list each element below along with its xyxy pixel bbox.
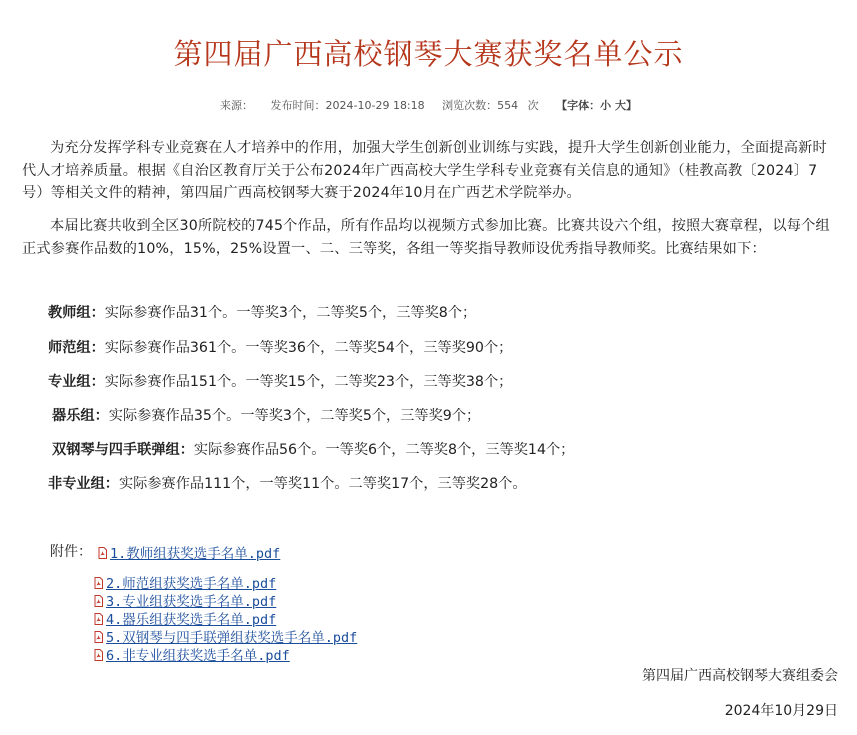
attachment-link[interactable]: 3.专业组获奖选手名单.pdf bbox=[106, 594, 277, 610]
views-unit: 次 bbox=[527, 99, 539, 112]
group-result bbox=[48, 302, 476, 322]
font-small-button[interactable]: 小 bbox=[600, 99, 612, 112]
attachment-link[interactable]: 6.非专业组获奖选手名单.pdf bbox=[106, 648, 290, 664]
attachment-link[interactable]: 4.器乐组获奖选手名单.pdf bbox=[106, 612, 277, 628]
published-label: 发布时间： bbox=[270, 99, 326, 112]
source-label: 来源： bbox=[220, 99, 254, 112]
attachment-link[interactable]: 5.双钢琴与四手联弹组获奖选手名单.pdf bbox=[106, 630, 358, 646]
group-text: 实际参赛作品111个，一等奖11个。二等奖17个，三等奖28个。 bbox=[118, 476, 527, 492]
group-text: 实际参赛作品56个。一等奖6个，二等奖8个，三等奖14个； bbox=[193, 442, 575, 458]
views-value: 554 bbox=[497, 99, 519, 112]
pdf-icon bbox=[94, 595, 103, 607]
page-title: 第四届广西高校钢琴大赛获奖名单公示 bbox=[173, 37, 684, 71]
attachment-item bbox=[94, 572, 276, 592]
attachments-label: 附件： bbox=[50, 544, 92, 560]
group-name: 师范组： bbox=[48, 340, 105, 356]
group-result bbox=[52, 439, 574, 459]
pdf-icon bbox=[94, 649, 103, 661]
attachment-item bbox=[98, 542, 280, 562]
group-result bbox=[48, 371, 512, 391]
font-size-switcher bbox=[556, 97, 637, 113]
article-meta bbox=[0, 97, 857, 113]
group-text: 实际参赛作品31个。一等奖3个，二等奖5个，三等奖8个； bbox=[104, 305, 477, 321]
group-name: 双钢琴与四手联弹组： bbox=[52, 442, 194, 458]
attachment-item bbox=[94, 590, 276, 610]
pdf-icon bbox=[94, 613, 103, 625]
group-name: 教师组： bbox=[48, 305, 105, 321]
group-name: 专业组： bbox=[48, 374, 105, 390]
attachment-link[interactable]: 2.师范组获奖选手名单.pdf bbox=[106, 576, 277, 592]
group-result bbox=[48, 473, 527, 493]
attachment-link[interactable]: 1.教师组获奖选手名单.pdf bbox=[110, 546, 281, 562]
attachment-item bbox=[94, 626, 357, 646]
pdf-icon bbox=[94, 631, 103, 643]
group-text: 实际参赛作品361个。一等奖36个，二等奖54个，三等奖90个； bbox=[104, 340, 513, 356]
group-name: 器乐组： bbox=[52, 408, 109, 424]
group-name: 非专业组： bbox=[48, 476, 119, 492]
group-text: 实际参赛作品35个。一等奖3个，二等奖5个，三等奖9个； bbox=[108, 408, 481, 424]
pdf-icon bbox=[94, 577, 103, 589]
pdf-icon bbox=[98, 547, 107, 559]
organizer-signature: 第四届广西高校钢琴大赛组委会 bbox=[642, 668, 838, 684]
group-text: 实际参赛作品151个。一等奖15个，二等奖23个，三等奖38个； bbox=[104, 374, 513, 390]
publish-date: 2024年10月29日 bbox=[724, 703, 838, 719]
group-result bbox=[52, 405, 480, 425]
attachment-item bbox=[94, 644, 290, 664]
font-size-close: 】 bbox=[625, 99, 637, 112]
published-value: 2024-10-29 18:18 bbox=[325, 99, 425, 112]
attachment-item bbox=[94, 608, 276, 628]
intro-paragraph: 为充分发挥学科专业竞赛在人才培养中的作用，加强大学生创新创业训练与实践，提升大学生创新创业能力，全面提高新时代人才培养质量。根据《自治区教育厅关于公布2024年广西高校大学生学科专业竞赛有关信息的通知》（桂教高教〔2024〕7号）等相关文件的精神，第四届广西高校钢琴大赛于2024年10月在广西艺术学院举办。 bbox=[22, 140, 827, 201]
views-label: 浏览次数： bbox=[442, 99, 498, 112]
results-paragraph: 本届比赛共收到全区30所院校的745个作品，所有作品均以视频方式参加比赛。比赛共设六个组，按照大赛章程，以每个组正式参赛作品数的10%，15%，25%设置一、二、三等奖，各组一等奖指导教师设优秀指导教师奖。比赛结果如下： bbox=[22, 218, 830, 257]
group-result bbox=[48, 337, 512, 357]
font-large-button[interactable]: 大 bbox=[614, 99, 626, 112]
font-size-label: 【字体： bbox=[556, 99, 601, 112]
